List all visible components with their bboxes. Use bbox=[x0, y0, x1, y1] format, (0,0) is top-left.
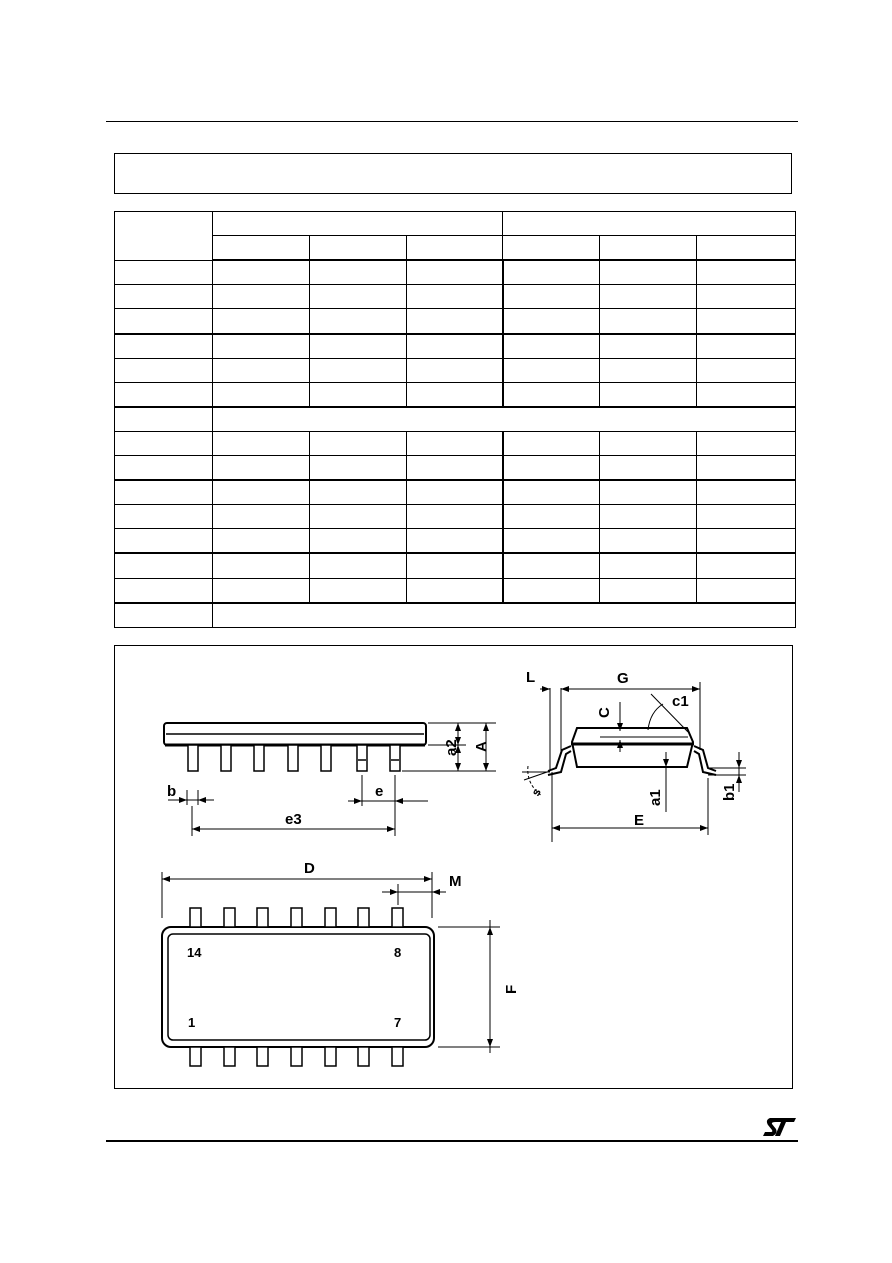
footer-rule bbox=[106, 1140, 798, 1142]
label-c1: c1 bbox=[672, 693, 689, 710]
pin-label-8: 8 bbox=[394, 945, 402, 960]
end-view-package bbox=[548, 728, 716, 775]
dim-F-lines bbox=[438, 920, 500, 1053]
dim-E-lines bbox=[552, 772, 708, 842]
label-D: D bbox=[304, 860, 315, 877]
pin-label-14: 14 bbox=[187, 945, 202, 960]
label-b1: b1 bbox=[721, 783, 738, 801]
label-a2: a2 bbox=[443, 739, 460, 756]
label-C: C bbox=[596, 707, 613, 718]
top-view-leads-top bbox=[190, 908, 403, 927]
label-F: F bbox=[503, 984, 520, 994]
label-e: e bbox=[375, 783, 384, 800]
label-b: b bbox=[167, 783, 177, 800]
top-view-leads-bottom bbox=[190, 1047, 403, 1066]
label-A: A bbox=[473, 741, 490, 752]
label-E: E bbox=[634, 812, 645, 829]
side-view-leads bbox=[188, 745, 400, 771]
side-view-package bbox=[164, 723, 426, 745]
label-M: M bbox=[449, 873, 462, 890]
label-s: s bbox=[528, 785, 544, 799]
label-a1: a1 bbox=[647, 789, 664, 806]
label-e3: e3 bbox=[285, 811, 302, 828]
label-L: L bbox=[526, 669, 536, 686]
pin-label-1: 1 bbox=[188, 1015, 196, 1030]
label-G: G bbox=[617, 670, 629, 687]
pin-label-7: 7 bbox=[394, 1015, 402, 1030]
st-logo-icon bbox=[762, 1116, 798, 1138]
